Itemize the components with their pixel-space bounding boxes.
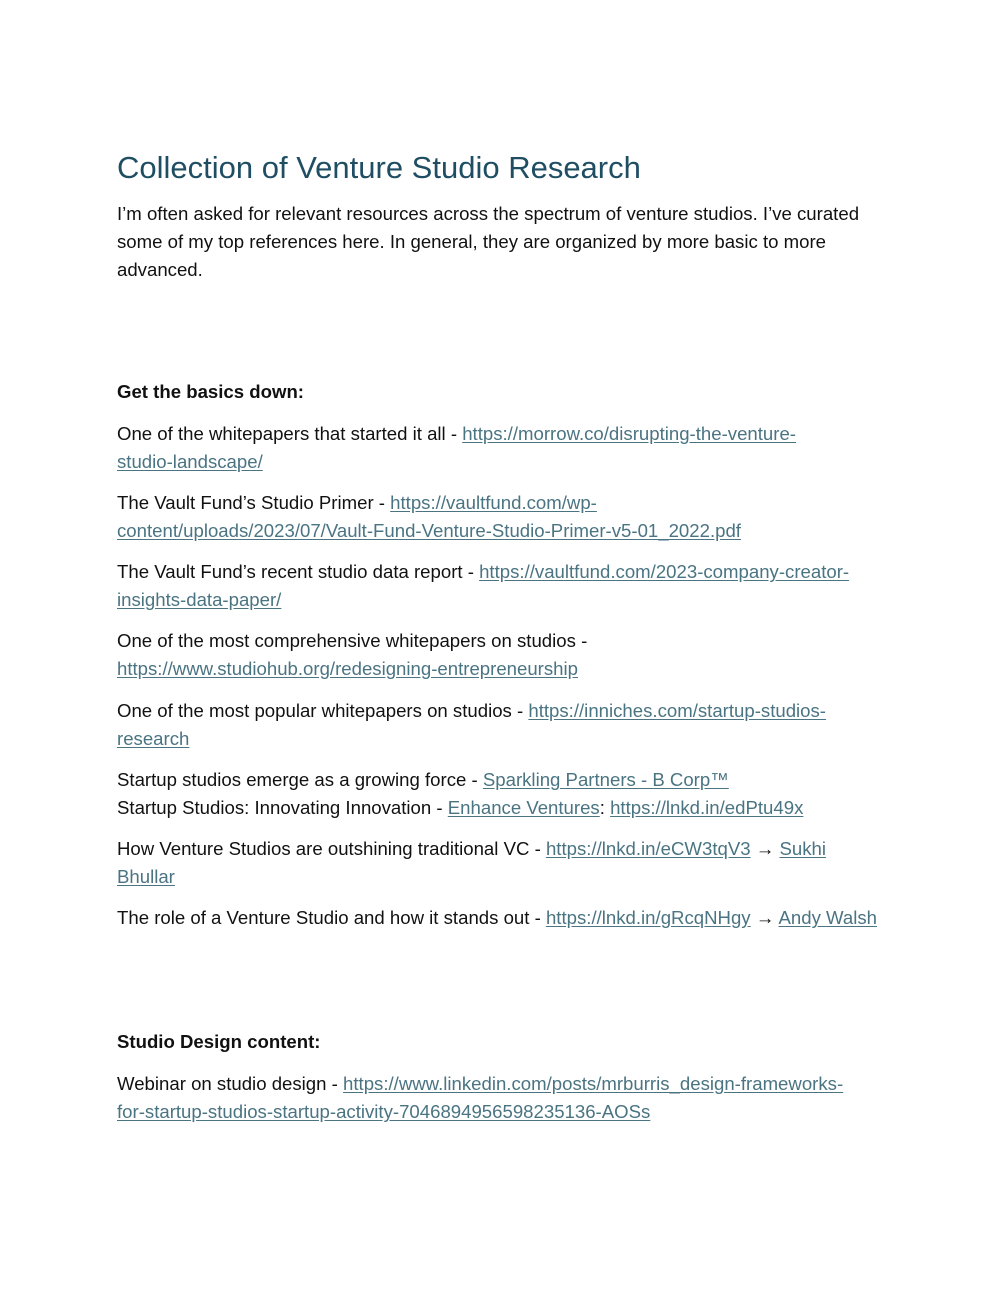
resource-link[interactable]: https://www.linkedin.com/posts/mrburris_design-frameworks- for-startup-studios-startup-activity-7046894956598235136-AOSs bbox=[117, 1073, 844, 1122]
resource-item bbox=[117, 904, 907, 932]
resource-description: Startup studios emerge as a growing force - bbox=[117, 769, 483, 790]
section-heading-basics: Get the basics down: bbox=[117, 381, 304, 402]
resource-description: The role of a Venture Studio and how it stands out - bbox=[117, 907, 546, 928]
resource-link[interactable]: https://www.studiohub.org/redesigning-entrepreneurship bbox=[117, 658, 578, 679]
resource-description: Webinar on studio design - bbox=[117, 1073, 344, 1094]
resource-link[interactable]: https://lnkd.in/gRcqNHgy bbox=[545, 907, 751, 928]
author-link[interactable]: Sukhi Bhullar bbox=[117, 838, 827, 887]
resource-description: One of the most comprehensive whitepapers on studios - bbox=[117, 630, 588, 651]
resource-description: The Vault Fund’s Studio Primer - bbox=[117, 492, 391, 513]
resource-link[interactable]: https://vaultfund.com/wp- content/uploads/2023/07/Vault-Fund-Venture-Studio-Primer-v5-01_2022.pdf bbox=[117, 492, 741, 541]
resource-item bbox=[117, 489, 892, 545]
resource-description: Startup Studios: Innovating Innovation - bbox=[117, 797, 448, 818]
resource-description: One of the whitepapers that started it all - bbox=[117, 423, 463, 444]
resource-item bbox=[117, 766, 892, 822]
page-title: Collection of Venture Studio Research bbox=[117, 150, 641, 185]
separator: : bbox=[599, 797, 611, 818]
company-link[interactable]: Enhance Ventures bbox=[447, 797, 600, 818]
resource-link[interactable]: https://morrow.co/disrupting-the-venture- studio-landscape/ bbox=[117, 423, 797, 472]
section-heading-design: Studio Design content: bbox=[117, 1031, 321, 1052]
resource-description: One of the most popular whitepapers on studios - bbox=[117, 700, 529, 721]
resource-link[interactable]: https://vaultfund.com/2023-company-creator- insights-data-paper/ bbox=[117, 561, 850, 610]
resource-link[interactable]: https://lnkd.in/edPtu49x bbox=[610, 797, 804, 818]
author-link[interactable]: Andy Walsh bbox=[778, 907, 878, 928]
resource-link[interactable]: https://lnkd.in/eCW3tqV3 bbox=[545, 838, 751, 859]
resource-item bbox=[117, 627, 892, 683]
arrow-right-icon: → bbox=[750, 838, 780, 859]
resource-item bbox=[117, 420, 892, 476]
resource-description: The Vault Fund’s recent studio data report - bbox=[117, 561, 480, 582]
arrow-right-icon: → bbox=[750, 907, 779, 928]
resource-item bbox=[117, 697, 892, 753]
resource-item bbox=[117, 1070, 892, 1126]
resource-description: How Venture Studios are outshining traditional VC - bbox=[117, 838, 546, 859]
resource-link[interactable]: https://inniches.com/startup-studios- research bbox=[117, 700, 827, 749]
resource-item bbox=[117, 558, 892, 614]
resource-item bbox=[117, 835, 892, 891]
intro-paragraph: I’m often asked for relevant resources across the spectrum of venture studios. I’ve curated some of my top references here. In general, they are organized by more basic to more advanced. bbox=[117, 203, 860, 280]
resource-link[interactable]: Sparkling Partners - B Corp™ bbox=[482, 769, 729, 790]
